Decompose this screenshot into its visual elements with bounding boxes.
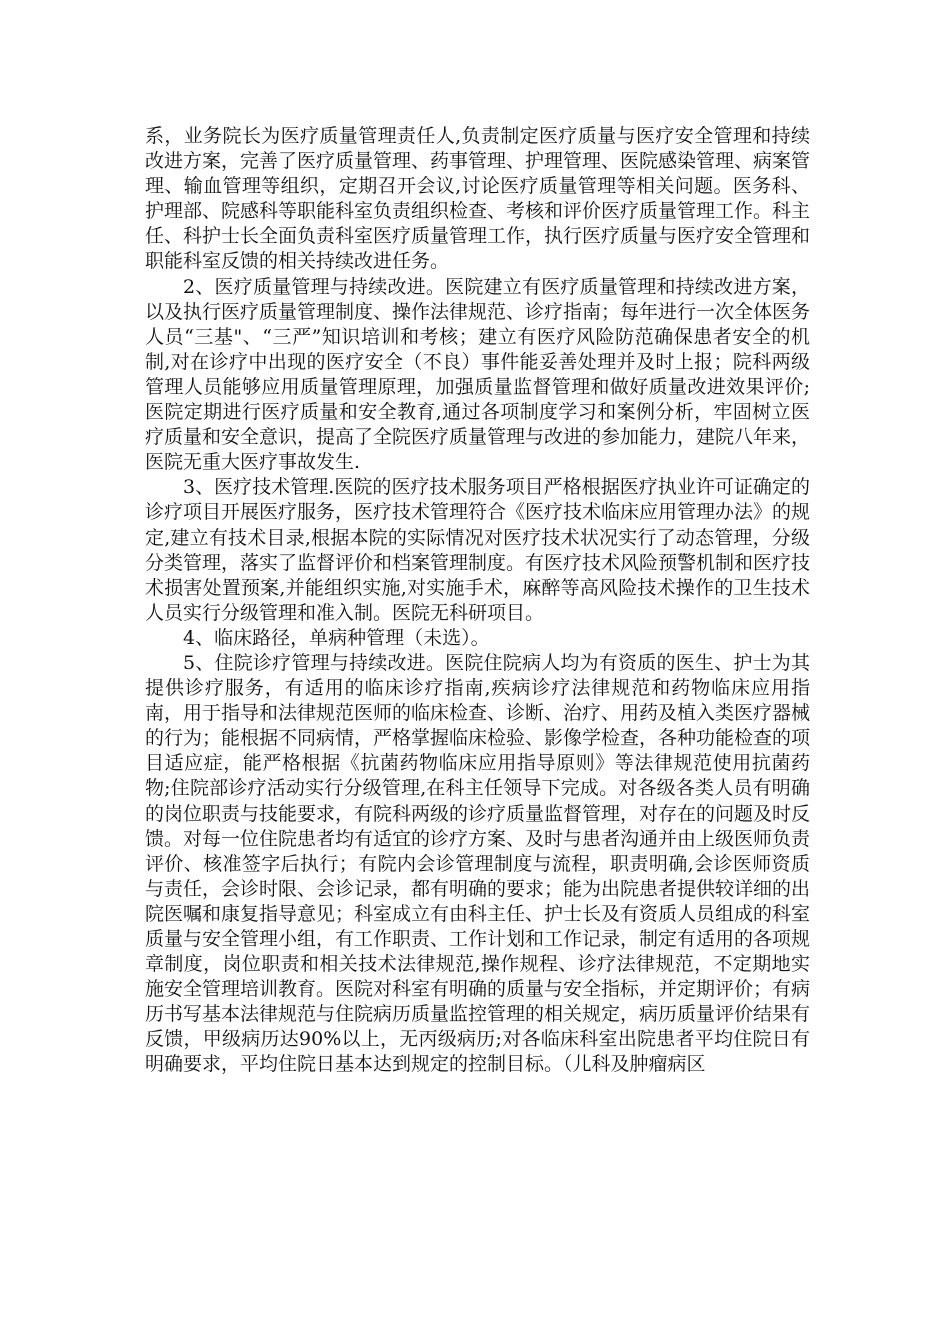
paragraph-inpatient-management: 5、住院诊疗管理与持续改进。医院住院病人均为有资质的医生、护士为其提供诊疗服务，有适用的临床诊疗指南,疾病诊疗法律规范和药物临床应用指南，用于指导和法律规范医师的临床检查、诊断、治疗、用药及植入类医疗器械的行为；能根据不同病情，严格掌握临床检验、影像学检查，各种功能检查的项目适应症，能严格根据《抗菌药物临床应用指导原则》等法律规范使用抗菌药物;住院部诊疗活动实行分级管理,在科主任领导下完成。对各级各类人员有明确的岗位职责与技能要求，有院科两级的诊疗质量监督管理，对存在的问题及时反馈。对每一位住院患者均有适宜的诊疗方案、及时与患者沟通并由上级医师负责评价、核准签字后执行；有院内会诊管理制度与流程，职责明确,会诊医师资质与责任，会诊时限、会诊记录，都有明确的要求；能为出院患者提供较详细的出院医嘱和康复指导意见；科室成立有由科主任、护士长及有资质人员组成的科室质量与安全管理小组，有工作职责、工作计划和工作记录，制定有适用的各项规章制度，岗位职责和相关技术法律规范,操作规程、诊疗法律规范，不定期地实施安全管理培训教育。医院对科室有明确的质量与安全指标，并定期评价；有病历书写基本法律规范与住院病历质量监控管理的相关规定，病历质量评价结果有反馈，甲级病历达90%以上，无丙级病历;对各临床科室出院患者平均住院日有明确要求，平均住院日基本达到规定的控制目标。（儿科及肿瘤病区 [145, 651, 811, 1076]
paragraph-clinical-pathway: 4、临床路径，单病种管理（未选）。 [183, 626, 490, 649]
paragraph-continuation: 系，业务院长为医疗质量管理责任人,负责制定医疗质量与医疗安全管理和持续改进方案，完善了医疗质量管理、药事管理、护理管理、医院感染管理、病案管理、输血管理等组织，定期召开会议,讨论医疗质量管理等相关问题。医务科、护理部、院感科等职能科室负责组织检查、考核和评价医疗质量管理工作。科主任、科护士长全面负责科室医疗质量管理工作，执行医疗质量与医疗安全管理和职能科室反馈的相关持续改进任务。 [145, 125, 811, 273]
paragraph-quality-improvement: 2、医疗质量管理与持续改进。医院建立有医疗质量管理和持续改进方案，以及执行医疗质量管理制度、操作法律规范、诊疗指南；每年进行一次全体医务人员“三基"、“三严”知识培训和考核；建立有医疗风险防范确保患者安全的机制,对在诊疗中出现的医疗安全（不良）事件能妥善处理并及时上报；院科两级管理人员能够应用质量管理原理，加强质量监督管理和做好质量改进效果评价;医院定期进行医疗质量和安全教育,通过各项制度学习和案例分析，牢固树立医疗质量和安全意识，提高了全院医疗质量管理与改进的参加能力，建院八年来，医院无重大医疗事故发生. [145, 275, 811, 474]
paragraph-technology-management: 3、医疗技术管理.医院的医疗技术服务项目严格根据医疗执业许可证确定的诊疗项目开展医疗服务，医疗技术管理符合《医疗技术临床应用管理办法》的规定,建立有技术目录,根据本院的实际情况对医疗技术状况实行了动态管理，分级分类管理，落实了监督评价和档案管理制度。有医疗技术风险预警机制和医疗技术损害处置预案,并能组织实施,对实施手术，麻醉等高风险技术操作的卫生技术人员实行分级管理和准入制。医院无科研项目。 [145, 476, 811, 624]
document-body [145, 124, 810, 1078]
